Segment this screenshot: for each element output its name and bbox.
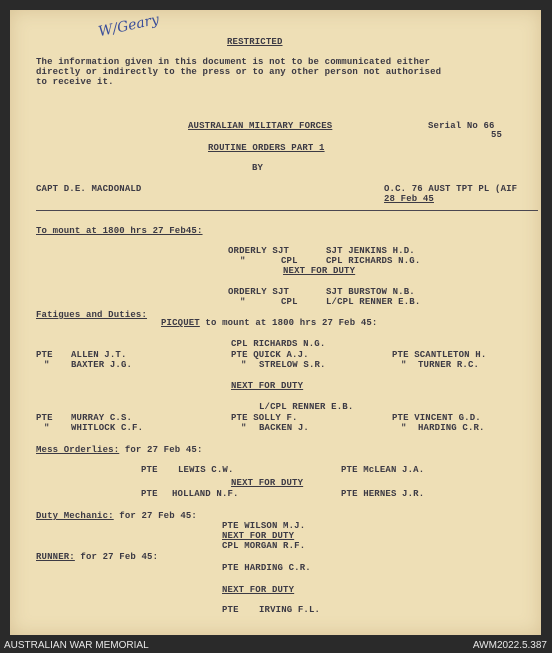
next-for-duty-4: NEXT FOR DUTY: [222, 531, 295, 541]
soldier-name: ALLEN J.T.: [71, 350, 127, 360]
duty-mechanic-text: for 27 Feb 45:: [113, 511, 197, 521]
orderly-sjt-name: SJT JENKINS H.D.: [326, 246, 415, 256]
restricted-heading: RESTRICTED: [227, 37, 283, 47]
orderly-cpl-name: CPL RICHARDS N.G.: [326, 256, 421, 266]
orderly-sjt-label: ORDERLY SJT: [228, 287, 290, 297]
mechanic-name: PTE WILSON M.J.: [222, 521, 306, 531]
ditto-mark: ": [401, 360, 407, 370]
orders-title: ROUTINE ORDERS PART 1: [208, 143, 325, 153]
soldier-name: PTE HERNES J.R.: [341, 489, 425, 499]
rank: PTE: [36, 413, 53, 423]
officer-name: CAPT D.E. MACDONALD: [36, 184, 142, 194]
mess-orderlies-text: for 27 Feb 45:: [119, 445, 203, 455]
orderly-cpl-label: CPL: [281, 297, 298, 307]
soldier-name: WHITLOCK C.F.: [71, 423, 144, 433]
soldier-name: MURRAY C.S.: [71, 413, 133, 423]
soldier-name: PTE SOLLY F.: [231, 413, 298, 423]
notice-line-2: directly or indirectly to the press or to any other person not authorised: [36, 67, 442, 77]
soldier-name: HARDING C.R.: [418, 423, 485, 433]
soldier-name: PTE McLEAN J.A.: [341, 465, 425, 475]
ditto-mark: ": [44, 360, 50, 370]
next-for-duty-2: NEXT FOR DUTY: [231, 381, 304, 391]
soldier-name: HOLLAND N.F.: [172, 489, 239, 499]
mount-heading: To mount at 1800 hrs 27 Feb45:: [36, 226, 203, 236]
soldier-name: BAXTER J.G.: [71, 360, 133, 370]
mechanic-next-name: CPL MORGAN R.F.: [222, 541, 306, 551]
orderly-sjt-name: SJT BURSTOW N.B.: [326, 287, 415, 297]
duty-mechanic-line: [36, 511, 197, 521]
soldier-name: PTE SCANTLETON H.: [392, 350, 487, 360]
mess-orderlies-label: Mess Orderlies:: [36, 445, 120, 455]
runner-text: for 27 Feb 45:: [74, 552, 159, 562]
rank: PTE: [141, 465, 158, 475]
picquet-text: to mount at 1800 hrs 27 Feb 45:: [199, 318, 378, 328]
next-for-duty-3: NEXT FOR DUTY: [231, 478, 304, 488]
next-for-duty-1: NEXT FOR DUTY: [283, 266, 356, 276]
runner-name: PTE HARDING C.R.: [222, 563, 311, 573]
runner-next-name: IRVING F.L.: [259, 605, 321, 615]
rank: PTE: [141, 489, 158, 499]
soldier-name: TURNER R.C.: [418, 360, 480, 370]
next-for-duty-5: NEXT FOR DUTY: [222, 585, 295, 595]
duty-mechanic-label: Duty Mechanic:: [36, 511, 114, 521]
orderly-cpl-name: L/CPL RENNER E.B.: [326, 297, 421, 307]
footer-accession-number: AWM2022.5.387: [472, 640, 547, 651]
mess-orderlies-line: [36, 445, 203, 455]
soldier-name: BACKEN J.: [259, 423, 309, 433]
ditto-mark: ": [44, 423, 50, 433]
soldier-name: STRELOW S.R.: [259, 360, 326, 370]
notice-line-3: to receive it.: [36, 77, 114, 87]
rank: PTE: [222, 605, 239, 615]
picquet-1-leader: CPL RICHARDS N.G.: [231, 339, 326, 349]
forces-heading: AUSTRALIAN MILITARY FORCES: [188, 121, 333, 131]
soldier-name: PTE QUICK A.J.: [231, 350, 309, 360]
picquet-line: [161, 318, 378, 328]
rank: PTE: [36, 350, 53, 360]
by-label: BY: [252, 163, 264, 173]
orderly-cpl-label: CPL: [281, 256, 298, 266]
picquet-label: PICQUET: [161, 318, 200, 328]
serial-number-2: 55: [491, 130, 503, 140]
orderly-sjt-label: ORDERLY SJT: [228, 246, 290, 256]
runner-line: [36, 552, 158, 562]
notice-line-1: The information given in this document is not to be communicated either: [36, 57, 431, 67]
soldier-name: PTE VINCENT G.D.: [392, 413, 481, 423]
ditto-mark: ": [241, 360, 247, 370]
ditto-mark: ": [401, 423, 407, 433]
handwritten-signature: W/Geary: [97, 11, 161, 41]
serial-number: Serial No 66: [428, 121, 495, 131]
soldier-name: LEWIS C.W.: [178, 465, 234, 475]
picquet-2-leader: L/CPL RENNER E.B.: [259, 402, 354, 412]
unit-name: O.C. 76 AUST TPT PL (AIF: [384, 184, 518, 194]
fatigues-heading: Fatigues and Duties:: [36, 310, 148, 320]
divider: [36, 210, 538, 211]
footer-credit: AUSTRALIAN WAR MEMORIAL: [4, 640, 149, 651]
runner-label: RUNNER:: [36, 552, 75, 562]
ditto-mark: ": [240, 256, 246, 266]
order-date: 28 Feb 45: [384, 194, 434, 204]
ditto-mark: ": [241, 423, 247, 433]
ditto-mark: ": [240, 297, 246, 307]
